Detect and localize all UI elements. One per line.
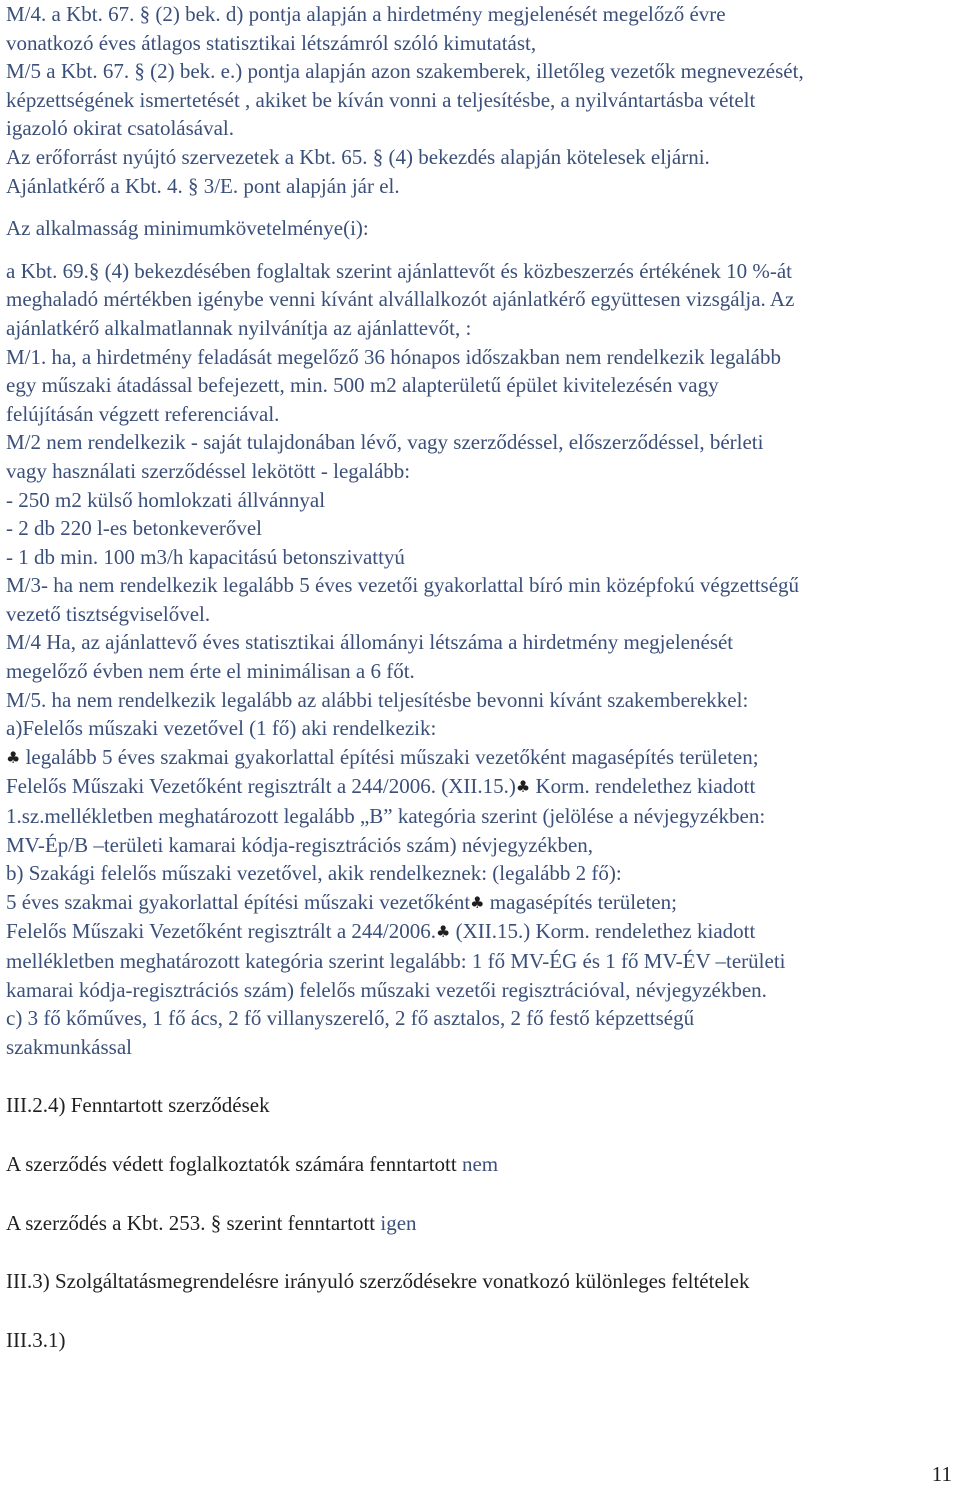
text-line: 1.sz.mellékletben meghatározott legalább „B” kategória szerint (jelölése a névjegyzékben: bbox=[6, 804, 766, 829]
reserved-value: igen bbox=[380, 1210, 417, 1235]
text-fragment: legalább 5 éves szakmai gyakorlattal építési műszaki vezetőként magasépítés területen; bbox=[20, 744, 759, 769]
text-line: M/3- ha nem rendelkezik legalább 5 éves vezetői gyakorlattal bíró min középfokú végzettségű bbox=[6, 573, 800, 598]
text-line: Ajánlatkérő a Kbt. 4. § 3/E. pont alapján jár el. bbox=[6, 173, 400, 198]
text-line: képzettségének ismertetését , akiket be kíván vonni a teljesítésbe, a nyilvántartásba vételt bbox=[6, 87, 756, 112]
text-line bbox=[6, 743, 958, 773]
reserved-label: A szerződés védett foglalkoztatók számára fenntartott bbox=[6, 1151, 462, 1176]
reserved-row-sheltered bbox=[6, 1150, 958, 1179]
text-line: c) 3 fő kőműves, 1 fő ács, 2 fő villanyszerelő, 2 fő asztalos, 2 fő festő képzettségű bbox=[6, 1006, 695, 1031]
text-line: - 2 db 220 l-es betonkeverővel bbox=[6, 516, 263, 541]
text-line: egy műszaki átadással befejezett, min. 500 m2 alapterületű épület kivitelezésén vagy bbox=[6, 373, 719, 398]
text-line: b) Szakági felelős műszaki vezetővel, akik rendelkeznek: (legalább 2 fő): bbox=[6, 861, 622, 886]
club-bullet-icon: ♣ bbox=[470, 892, 485, 912]
text-line: a)Felelős műszaki vezetővel (1 fő) aki rendelkezik: bbox=[6, 716, 437, 741]
text-line: - 1 db min. 100 m3/h kapacitású betonszivattyú bbox=[6, 544, 405, 569]
text-fragment: Felelős Műszaki Vezetőként regisztrált a 244/2006. bbox=[6, 919, 437, 944]
minimum-requirements-heading: Az alkalmasság minimumkövetelménye(i): bbox=[6, 216, 369, 241]
text-line: vonatkozó éves átlagos statisztikai létszámról szóló kimutatást, bbox=[6, 30, 537, 55]
text-line bbox=[6, 772, 958, 802]
text-line: M/5 a Kbt. 67. § (2) bek. e.) pontja alapján azon szakemberek, illetőleg vezetők megnevezését, bbox=[6, 59, 804, 84]
page-number: 11 bbox=[931, 1462, 952, 1486]
text-line: a Kbt. 69.§ (4) bekezdésében foglaltak szerint ajánlattevőt és közbeszerzés értékének 10 %-át bbox=[6, 258, 792, 283]
text-line: szakmunkással bbox=[6, 1034, 132, 1059]
special-conditions-heading: III.3) Szolgáltatásmegrendelésre irányuló szerződésekre vonatkozó különleges feltételek bbox=[6, 1269, 750, 1294]
reserved-value: nem bbox=[461, 1151, 499, 1176]
text-fragment: (XII.15.) Korm. rendelethez kiadott bbox=[450, 919, 756, 944]
document-page bbox=[6, 0, 958, 1354]
text-line: M/1. ha, a hirdetmény feladását megelőző 36 hónapos időszakban nem rendelkezik legalább bbox=[6, 344, 781, 369]
text-fragment: magasépítés területen; bbox=[484, 889, 677, 914]
reserved-contracts-heading: III.2.4) Fenntartott szerződések bbox=[6, 1093, 270, 1118]
text-line: Az erőforrást nyújtó szervezetek a Kbt. 65. § (4) bekezdés alapján kötelesek eljárni. bbox=[6, 144, 710, 169]
club-bullet-icon: ♣ bbox=[515, 777, 531, 797]
club-bullet-icon: ♣ bbox=[6, 747, 21, 767]
text-line: ajánlatkérő alkalmatlannak nyilvánítja az ajánlattevőt, : bbox=[6, 315, 472, 340]
text-line: M/2 nem rendelkezik - saját tulajdonában lévő, vagy szerződéssel, előszerződéssel, bérleti bbox=[6, 430, 764, 455]
text-line: - 250 m2 külső homlokzati állvánnyal bbox=[6, 487, 326, 512]
text-line: mellékletben meghatározott kategória szerint legalább: 1 fő MV-ÉG és 1 fő MV-ÉV –területi bbox=[6, 949, 786, 973]
intro-block bbox=[6, 0, 958, 200]
text-line: M/5. ha nem rendelkezik legalább az alábbi teljesítésbe bevonni kívánt szakemberekkel: bbox=[6, 687, 749, 712]
reserved-row-kbt253 bbox=[6, 1209, 958, 1238]
text-line: kamarai kódja-regisztrációs szám) felelős műszaki vezetői regisztrációval, névjegyzékben. bbox=[6, 977, 767, 1002]
text-line bbox=[6, 917, 958, 947]
section-number: III.3.1) bbox=[6, 1327, 66, 1352]
text-line: igazoló okirat csatolásával. bbox=[6, 116, 234, 141]
text-line: vezető tisztségviselővel. bbox=[6, 601, 211, 626]
text-line bbox=[6, 888, 958, 918]
text-line: vagy használati szerződéssel lekötött - legalább: bbox=[6, 458, 411, 483]
text-fragment: 5 éves szakmai gyakorlattal építési műszaki vezetőként bbox=[6, 889, 471, 914]
requirements-block bbox=[6, 257, 958, 1062]
text-fragment: Korm. rendelethez kiadott bbox=[530, 774, 756, 799]
text-line: M/4. a Kbt. 67. § (2) bek. d) pontja alapján a hirdetmény megjelenését megelőző évre bbox=[6, 2, 726, 26]
text-fragment: Felelős Műszaki Vezetőként regisztrált a 244/2006. (XII.15.) bbox=[6, 774, 516, 799]
text-line: MV-Ép/B –területi kamarai kódja-regisztrációs szám) névjegyzékben, bbox=[6, 832, 594, 857]
text-line: meghaladó mértékben igénybe venni kívánt alvállalkozót ajánlatkérő együttesen vizsgálja. Az bbox=[6, 287, 795, 312]
reserved-label: A szerződés a Kbt. 253. § szerint fenntartott bbox=[6, 1210, 381, 1235]
text-line: felújításán végzett referenciával. bbox=[6, 401, 280, 426]
club-bullet-icon: ♣ bbox=[436, 922, 451, 942]
text-line: M/4 Ha, az ajánlattevő éves statisztikai állományi létszáma a hirdetmény megjelenését bbox=[6, 630, 734, 655]
text-line: megelőző évben nem érte el minimálisan a 6 főt. bbox=[6, 659, 415, 684]
